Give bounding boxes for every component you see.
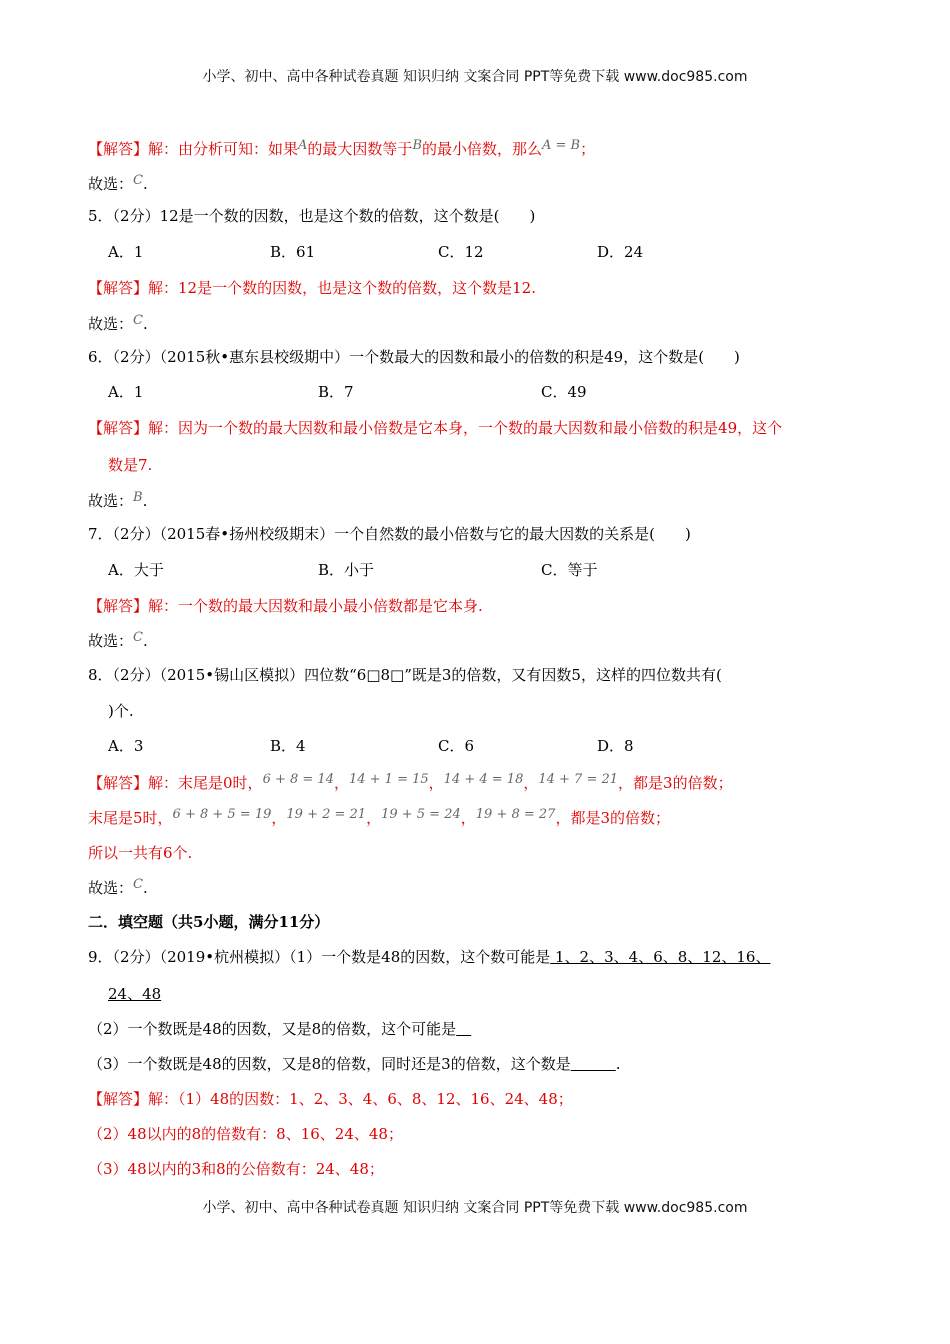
q6-stem: 6．（2分）（2015秋•惠东县校级期中）一个数最大的因数和最小的倍数的积是49，这个数是( ) xyxy=(88,348,740,366)
section-heading: 二．填空题（共5小题，满分11分） xyxy=(88,913,330,931)
q7-stem: 7．（2分）（2015春•扬州校级期末）一个自然数的最小倍数与它的最大因数的关系是( ) xyxy=(88,525,691,543)
q5-option-c: C．12 xyxy=(438,243,484,261)
q5-stem: 5．（2分）12是一个数的因数，也是这个数的倍数，这个数是( ) xyxy=(88,207,536,225)
q9-solution-line1: 【解答】解：（1）48的因数：1、2、3、4、6、8、12、16、24、48； xyxy=(88,1090,573,1108)
q8-option-c: C．6 xyxy=(438,737,475,755)
q9-blank-2 xyxy=(456,1020,471,1038)
q7-option-b: B．小于 xyxy=(318,561,375,579)
q8-solution-line2: 末尾是5时，6 + 8 + 5 = 19，19 + 2 = 21，19 + 5 = 24，19 + 8 = 27，都是3的倍数； xyxy=(88,807,670,827)
q5-option-a: A．1 xyxy=(108,243,144,261)
answer-tag: 【解答】 xyxy=(88,140,149,158)
q5-option-d: D．24 xyxy=(597,243,644,261)
answer-tag: 【解答】 xyxy=(88,1090,149,1108)
q8-option-a: A．3 xyxy=(108,737,144,755)
q4-solution: 【解答】解：由分析可知：如果A的最大因数等于B的最小倍数，那么A = B； xyxy=(88,138,596,158)
q6-solution-line2: 数是7. xyxy=(108,456,153,474)
q8-option-d: D．8 xyxy=(597,737,634,755)
q7-option-c: C．等于 xyxy=(541,561,598,579)
q5-choice: 故选：C. xyxy=(88,313,148,333)
q8-solution-line3: 所以一共有6个. xyxy=(88,844,193,862)
answer-tag: 【解答】 xyxy=(88,774,149,792)
q5-solution: 【解答】解：12是一个数的因数，也是这个数的倍数，这个数是12. xyxy=(88,279,536,297)
q8-stem-line2: )个. xyxy=(108,702,134,720)
answer-tag: 【解答】 xyxy=(88,419,149,437)
page-footer: 小学、初中、高中各种试卷真题 知识归纳 文案合同 PPT等免费下载 www.doc985.com xyxy=(202,1200,748,1216)
answer-tag: 【解答】 xyxy=(88,597,149,615)
q6-option-c: C．49 xyxy=(541,383,587,401)
q9-blank-3 xyxy=(571,1055,616,1073)
q6-option-b: B．7 xyxy=(318,383,354,401)
q8-choice: 故选：C. xyxy=(88,877,148,897)
q8-stem-line1: 8．（2分）（2015•锡山区模拟）四位数“6□8□”既是3的倍数，又有因数5，这样的四位数共有( xyxy=(88,666,722,684)
q8-solution-line1: 【解答】解：末尾是0时，6 + 8 = 14，14 + 1 = 15，14 + 4 = 18，14 + 7 = 21，都是3的倍数； xyxy=(88,772,733,792)
page-header: 小学、初中、高中各种试卷真题 知识归纳 文案合同 PPT等免费下载 www.doc985.com xyxy=(202,69,748,85)
q9-solution-line3: （3）48以内的3和8的公倍数有：24、48； xyxy=(88,1160,384,1178)
q9-answer-1: 1、2、3、4、6、8、12、16、 xyxy=(550,948,771,966)
q9-part2: （2）一个数既是48的因数，又是8的倍数，这个可能是 xyxy=(88,1019,471,1039)
q9-part3: （3）一个数既是48的因数，又是8的倍数，同时还是3的倍数，这个数是 . xyxy=(88,1055,621,1073)
q6-solution-line1: 【解答】解：因为一个数的最大因数和最小倍数是它本身，一个数的最大因数和最小倍数的积是49，这个 xyxy=(88,419,783,437)
q7-option-a: A．大于 xyxy=(108,561,164,579)
q8-option-b: B．4 xyxy=(270,737,306,755)
q7-choice: 故选：C. xyxy=(88,630,148,650)
answer-tag: 【解答】 xyxy=(88,279,149,297)
q9-solution-line2: （2）48以内的8的倍数有：8、16、24、48； xyxy=(88,1125,403,1143)
q6-option-a: A．1 xyxy=(108,383,144,401)
q6-choice: 故选：B. xyxy=(88,490,148,510)
q5-option-b: B．61 xyxy=(270,243,316,261)
q7-solution: 【解答】解：一个数的最大因数和最小最小倍数都是它本身. xyxy=(88,597,483,615)
q4-choice: 故选：C. xyxy=(88,173,148,193)
q9-answer-1-cont: 24、48 xyxy=(108,985,162,1003)
q9-stem-line1: 9．（2分）（2019•杭州模拟）（1）一个数是48的因数，这个数可能是 1、2、3、4、6、8、12、16、 xyxy=(88,948,771,966)
